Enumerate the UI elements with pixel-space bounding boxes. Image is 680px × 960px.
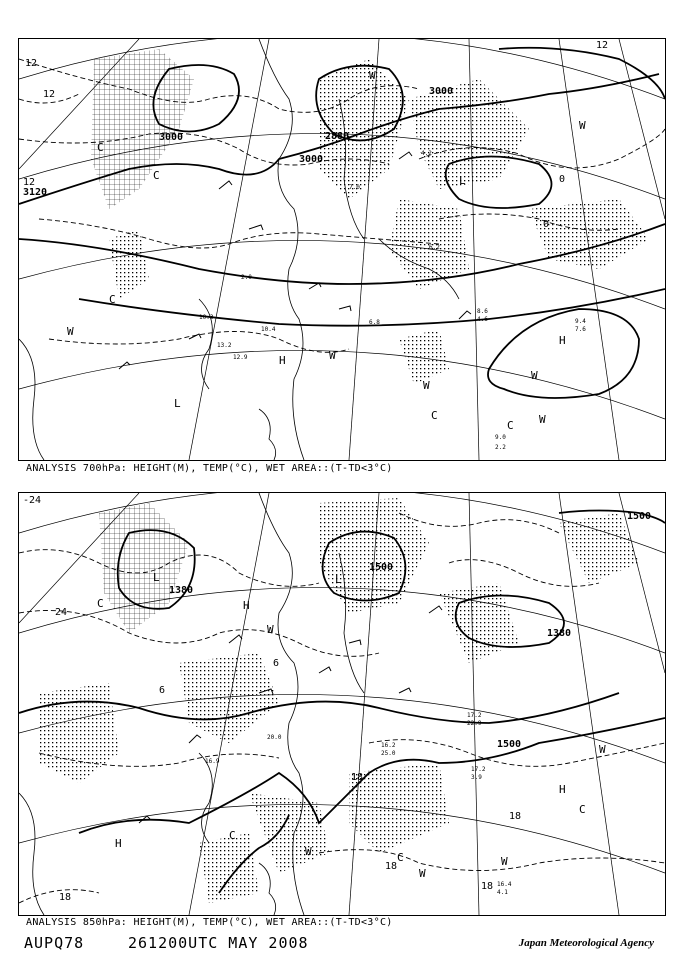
cold-center-marker: C (229, 829, 236, 842)
station-value: 6.8 (369, 319, 380, 326)
warm-center-marker: W (267, 623, 274, 636)
station-value: 2.0 (241, 274, 252, 281)
high-center-marker: H (559, 783, 566, 796)
chart-code: AUPQ78 (24, 934, 85, 952)
temp-label: 18 (351, 772, 364, 783)
temp-label: 12 (23, 177, 36, 188)
map-850hpa-caption: ANALYSIS 850hPa: HEIGHT(M), TEMP(°C), WET AREA::(T-TD<3°C) (26, 917, 393, 928)
map-850hpa-panel (18, 492, 666, 916)
analysis-datetime: 261200UTC MAY 2008 (128, 934, 309, 952)
temp-label: 18 (509, 811, 522, 822)
temp-label: 12 (43, 89, 56, 100)
station-value: 16.2 (381, 742, 396, 749)
temp-label: 6 (159, 685, 166, 696)
low-center-marker: L (153, 571, 160, 584)
station-value: 3.9 (471, 774, 482, 781)
high-center-marker: H (559, 334, 566, 347)
temp-label: 0 (559, 174, 566, 185)
station-value: 22.9 (467, 720, 482, 727)
temp-label: 0 (543, 219, 550, 230)
map-700hpa-panel (18, 38, 666, 461)
warm-center-marker: W (329, 349, 336, 362)
station-value: 17.2 (471, 766, 486, 773)
height-label: 3000 (159, 132, 184, 143)
station-value: 12.9 (233, 354, 248, 361)
temp-label: 18 (59, 892, 72, 903)
cold-center-marker: C (579, 803, 586, 816)
height-label: 3000 (429, 86, 454, 97)
station-value: 7.0 (349, 184, 360, 191)
station-value: 16.4 (497, 881, 512, 888)
warm-center-marker: W (579, 119, 586, 132)
temp-label: -24 (23, 495, 42, 506)
station-value: 17.2 (467, 712, 482, 719)
temp-label: 12 (25, 58, 38, 69)
station-value: 6.2 (429, 244, 440, 251)
high-center-marker: H (279, 354, 286, 367)
high-center-marker: H (115, 837, 122, 850)
station-value: 2.2 (495, 444, 506, 451)
height-label: 2880 (325, 131, 350, 142)
temp-label: 6 (273, 658, 280, 669)
cold-center-marker: C (507, 419, 514, 432)
station-value: 7.6 (575, 326, 586, 333)
cold-center-marker: C (397, 851, 404, 864)
station-value: 16.9 (205, 758, 220, 765)
warm-center-marker: W (599, 743, 606, 756)
station-value: 8.6 (477, 308, 488, 315)
map-700hpa-svg (19, 39, 665, 460)
station-value: 4.2 (421, 150, 432, 157)
temp-label: 12 (596, 40, 609, 51)
height-label: 3000 (299, 154, 324, 165)
cold-center-marker: C (431, 409, 438, 422)
wet-area-shading (39, 498, 639, 903)
temp-label: 24 (55, 607, 68, 618)
height-label: 1500 (369, 562, 394, 573)
map-700hpa-caption: ANALYSIS 700hPa: HEIGHT(M), TEMP(°C), WET AREA::(T-TD<3°C) (26, 463, 393, 474)
station-value-group (199, 150, 586, 451)
cold-center-marker: C (97, 597, 104, 610)
warm-center-marker: W (531, 369, 538, 382)
station-value: 4.6 (477, 316, 488, 323)
station-value: 10.4 (261, 326, 276, 333)
center-marker-group (97, 571, 606, 880)
height-label: 1380 (547, 628, 572, 639)
low-center-marker: L (335, 573, 342, 586)
height-label: 1500 (627, 511, 652, 522)
warm-center-marker: W (369, 69, 376, 82)
height-label: 1500 (497, 739, 522, 750)
warm-center-marker: W (539, 413, 546, 426)
warm-center-marker: W (501, 855, 508, 868)
warm-center-marker: W (423, 379, 430, 392)
high-center-marker: H (243, 599, 250, 612)
station-value: 4.1 (497, 889, 508, 896)
temp-label: 18 (385, 861, 398, 872)
warm-center-marker: W (67, 325, 74, 338)
height-label: 3120 (23, 187, 48, 198)
agency-name: Japan Meteorological Agency (518, 937, 654, 949)
height-label: 1380 (169, 585, 194, 596)
low-center-marker: L (459, 174, 466, 187)
station-value: 13.2 (217, 342, 232, 349)
station-value: 9.0 (495, 434, 506, 441)
station-value: 9.4 (575, 318, 586, 325)
station-value: 10.3 (199, 314, 214, 321)
low-center-marker: L (174, 397, 181, 410)
cold-center-marker: C (109, 293, 116, 306)
cold-center-marker: C (97, 141, 104, 154)
warm-center-marker: W (419, 867, 426, 880)
temp-label: 18 (481, 881, 494, 892)
station-value: 20.0 (267, 734, 282, 741)
cold-center-marker: C (153, 169, 160, 182)
station-value: 25.0 (381, 750, 396, 757)
warm-center-marker: W (305, 845, 312, 858)
map-850hpa-svg (19, 493, 665, 915)
